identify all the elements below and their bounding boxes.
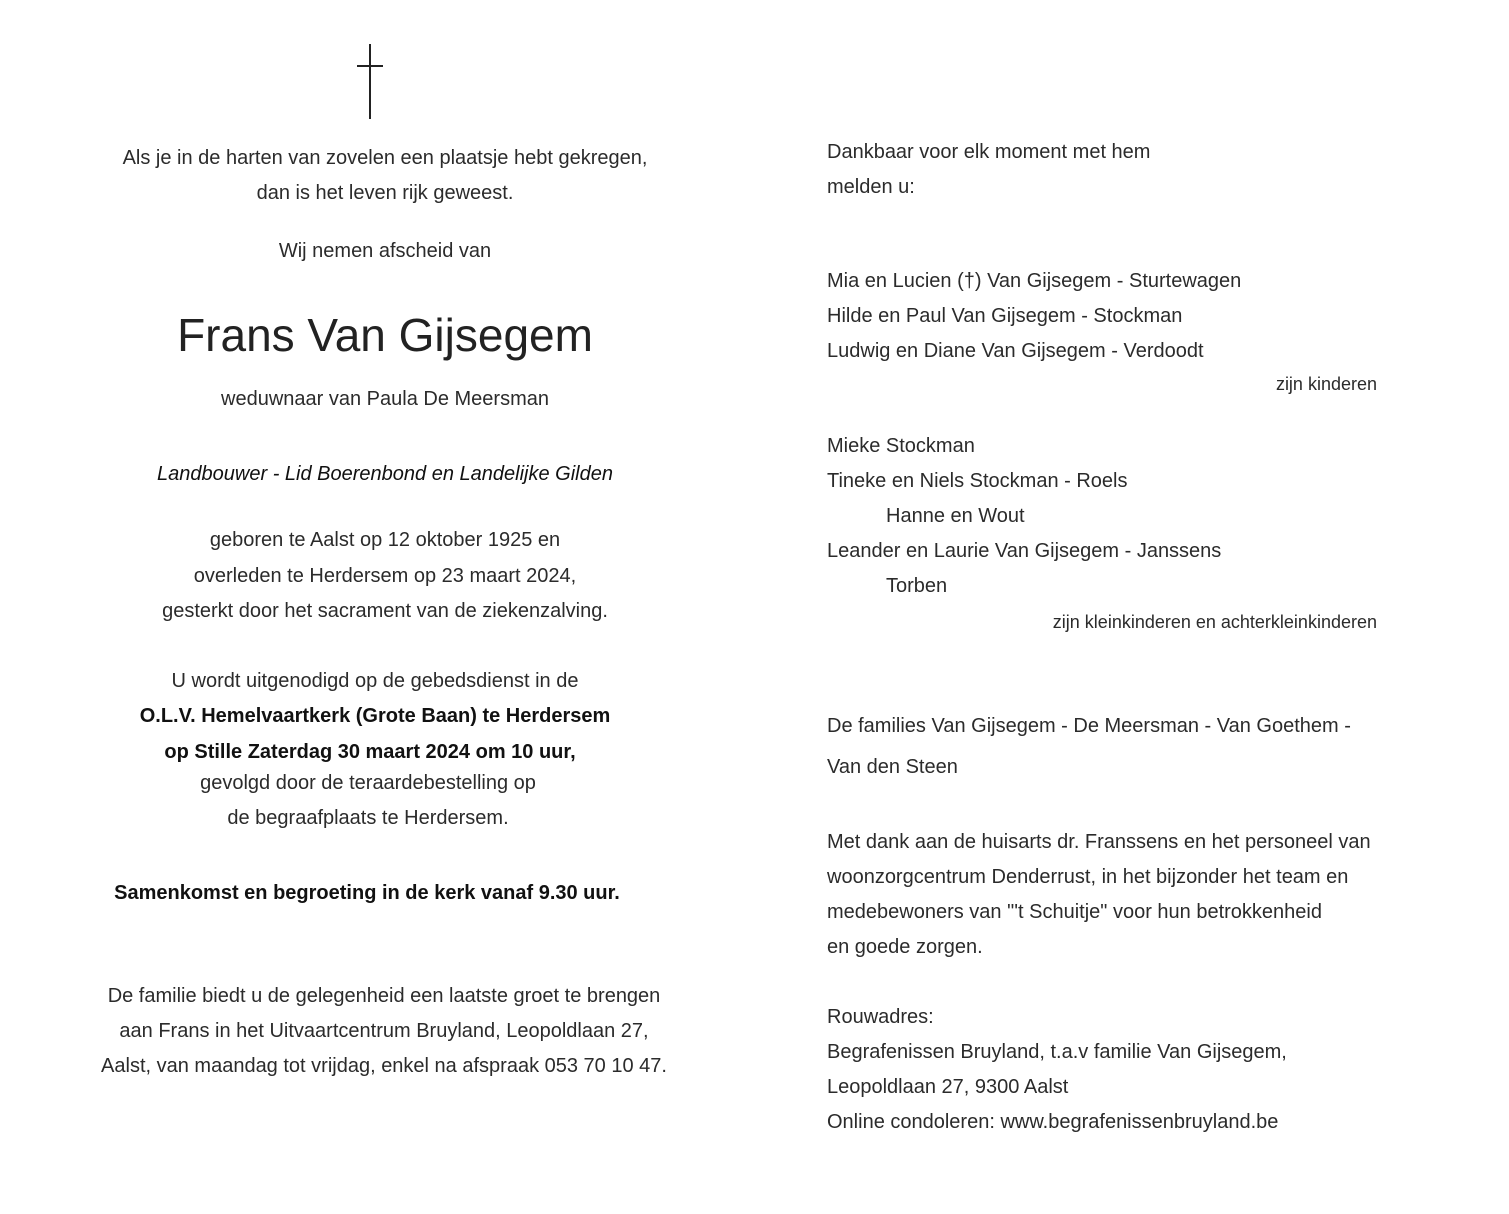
grandchild-1: Mieke Stockman xyxy=(827,435,975,457)
visit-line-3: Aalst, van maandag tot vrijdag, enkel na afspraak 053 70 10 47. xyxy=(101,1055,667,1077)
child-1: Mia en Lucien (†) Van Gijsegem - Sturtewagen xyxy=(827,270,1242,292)
thanks-line-2: woonzorgcentrum Denderrust, in het bijzonder het team en xyxy=(827,866,1349,888)
service-church: O.L.V. Hemelvaartkerk (Grote Baan) te Herdersem xyxy=(139,705,611,727)
children-label: zijn kinderen xyxy=(1275,374,1377,394)
great-grandchild-2: Torben xyxy=(886,575,948,597)
grandchild-3: Leander en Laurie Van Gijsegem - Janssens xyxy=(827,540,1222,562)
families-line-2: Van den Steen xyxy=(827,756,958,778)
child-3: Ludwig en Diane Van Gijsegem - Verdoodt xyxy=(827,340,1204,362)
intro-text: Wij nemen afscheid van xyxy=(278,240,492,262)
service-follow-1: gevolgd door de teraardebestelling op xyxy=(200,772,536,794)
service-date: op Stille Zaterdag 30 maart 2024 om 10 uur, xyxy=(164,741,576,763)
grandchildren-label: zijn kleinkinderen en achterkleinkinderen xyxy=(1052,612,1377,632)
life-line-2: overleden te Herdersem op 23 maart 2024, xyxy=(193,565,577,587)
deceased-name: Frans Van Gijsegem xyxy=(177,309,593,361)
address-line-1: Begrafenissen Bruyland, t.a.v familie Van Gijsegem, xyxy=(827,1041,1287,1063)
occupation-text: Landbouwer - Lid Boerenbond en Landelijke Gilden xyxy=(157,463,613,485)
visit-line-2: aan Frans in het Uitvaartcentrum Bruyland, Leopoldlaan 27, xyxy=(119,1020,649,1042)
condolence-link[interactable]: Online condoleren: www.begrafenissenbruyland.be xyxy=(827,1111,1279,1133)
thanks-line-3: medebewoners van "'t Schuitje" voor hun betrokkenheid xyxy=(827,901,1322,923)
address-line-2: Leopoldlaan 27, 9300 Aalst xyxy=(827,1076,1069,1098)
service-follow-2: de begraafplaats te Herdersem. xyxy=(227,807,509,829)
cross-horizontal xyxy=(357,65,383,67)
life-line-3: gesterkt door het sacrament van de ziekenzalving. xyxy=(162,600,608,622)
spouse-text: weduwnaar van Paula De Meersman xyxy=(221,388,549,410)
gratitude-line-1: Dankbaar voor elk moment met hem xyxy=(827,141,1151,163)
thanks-line-4: en goede zorgen. xyxy=(827,936,983,958)
life-line-1: geboren te Aalst op 12 oktober 1925 en xyxy=(209,529,561,551)
visit-line-1: De familie biedt u de gelegenheid een laatste groet te brengen xyxy=(107,985,661,1007)
thanks-line-1: Met dank aan de huisarts dr. Franssens en het personeel van xyxy=(827,831,1371,853)
families-line-1: De families Van Gijsegem - De Meersman - Van Goethem - xyxy=(827,715,1351,737)
poem-line-1: Als je in de harten van zovelen een plaatsje hebt gekregen, xyxy=(122,147,648,169)
address-heading: Rouwadres: xyxy=(827,1006,934,1028)
grandchild-2: Tineke en Niels Stockman - Roels xyxy=(827,470,1128,492)
gratitude-line-2: melden u: xyxy=(827,176,915,198)
gathering-text: Samenkomst en begroeting in de kerk vanaf 9.30 uur. xyxy=(114,882,620,904)
service-intro: U wordt uitgenodigd op de gebedsdienst in de xyxy=(171,670,579,692)
great-grandchild-1: Hanne en Wout xyxy=(886,505,1025,527)
cross-vertical xyxy=(369,44,371,119)
child-2: Hilde en Paul Van Gijsegem - Stockman xyxy=(827,305,1183,327)
poem-line-2: dan is het leven rijk geweest. xyxy=(256,182,514,204)
